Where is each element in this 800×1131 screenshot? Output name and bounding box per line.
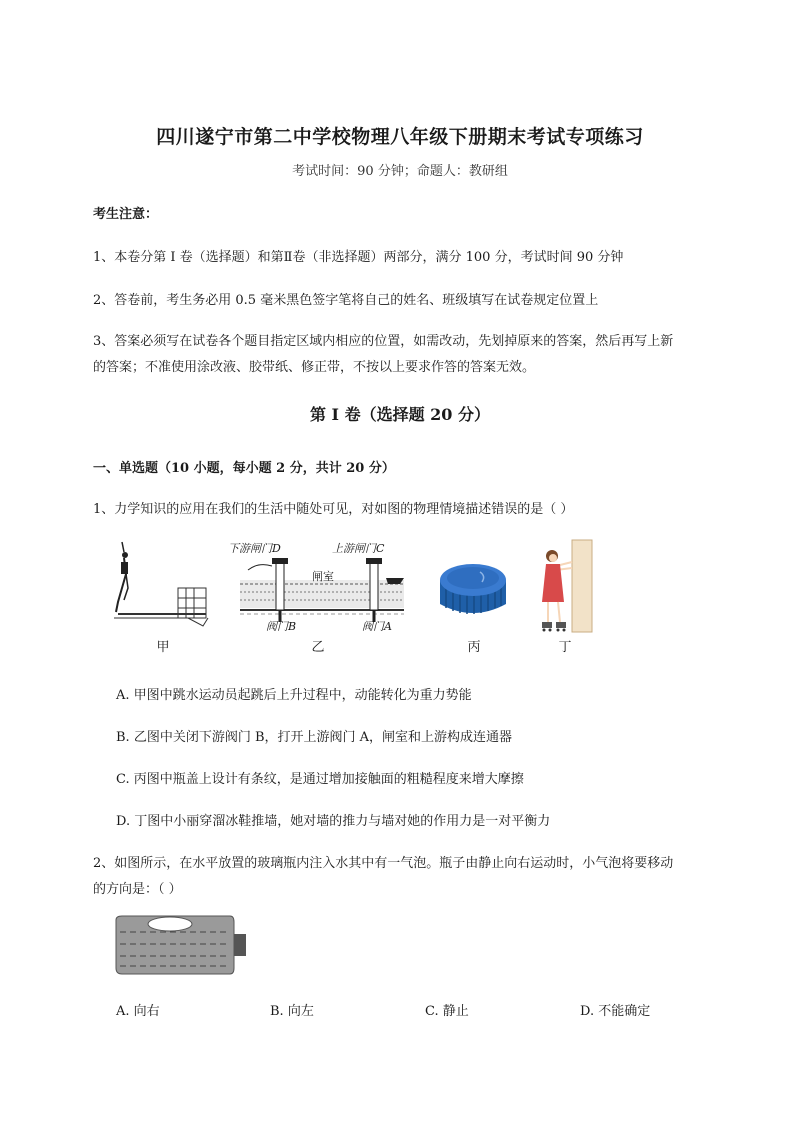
q1-option-d[interactable]: D. 丁图中小丽穿溜冰鞋推墙，她对墙的推力与墙对她的作用力是一对平衡力	[116, 814, 551, 829]
q1-option-a[interactable]: A. 甲图中跳水运动员起跳后上升过程中，动能转化为重力势能	[116, 688, 472, 703]
notice-item-3-cont: 的答案；不准使用涂改液、胶带纸、修正带，不按以上要求作答的答案无效。	[93, 360, 536, 375]
figure-label-jia: 甲	[156, 640, 170, 655]
q1-option-b[interactable]: B. 乙图中关闭下游阀门 B，打开上游阀门 A，闸室和上游构成连通器	[116, 730, 513, 745]
figure-horizontal-bottle	[114, 914, 248, 976]
question-1-stem: 1、力学知识的应用在我们的生活中随处可见，对如图的物理情境描述错误的是（ ）	[93, 502, 574, 517]
label-chamber: 闸室	[312, 570, 334, 583]
figure-label-yi: 乙	[311, 640, 325, 655]
q1-option-c[interactable]: C. 丙图中瓶盖上设计有条纹，是通过增加接触面的粗糙程度来增大摩擦	[116, 772, 524, 787]
label-upstream-gate: 上游闸门C	[332, 542, 385, 555]
notice-item-3: 3、答案必须写在试卷各个题目指定区域内相应的位置，如需改动，先划掉原来的答案，然后再写上新	[93, 334, 674, 349]
figure-label-bing: 丙	[467, 640, 481, 655]
question-2-stem: 2、如图所示，在水平放置的玻璃瓶内注入水其中有一气泡。瓶子由静止向右运动时，小气泡将要移动	[93, 856, 674, 871]
label-downstream-gate: 下游闸门D	[228, 542, 281, 555]
figure-jia	[108, 540, 218, 630]
q2-option-d[interactable]: D. 不能确定	[580, 1004, 651, 1019]
q2-option-b[interactable]: B. 向左	[270, 1004, 314, 1019]
part-heading: 一、单选题（10 小题，每小题 2 分，共计 20 分）	[93, 461, 395, 476]
figure-bing-bottle-cap	[436, 560, 510, 622]
notice-item-1: 1、本卷分第 I 卷（选择题）和第Ⅱ卷（非选择题）两部分，满分 100 分，考试时间 90 分钟	[93, 250, 624, 265]
figure-yi	[228, 540, 408, 634]
exam-info: 考试时间：90 分钟；命题人：教研组	[292, 164, 508, 179]
q2-option-c[interactable]: C. 静止	[425, 1004, 469, 1019]
section-title: 第 I 卷（选择题 20 分）	[309, 405, 491, 424]
notice-item-2: 2、答卷前，考生务必用 0.5 毫米黑色签字笔将自己的姓名、班级填写在试卷规定位置上	[93, 293, 599, 308]
figure-label-ding: 丁	[558, 640, 572, 655]
q2-option-a[interactable]: A. 向右	[116, 1004, 160, 1019]
label-valve-a: 阀门A	[362, 620, 392, 633]
question-2-stem-cont: 的方向是：（ ）	[93, 882, 182, 897]
notice-heading: 考生注意：	[93, 207, 159, 222]
page-title: 四川遂宁市第二中学校物理八年级下册期末考试专项练习	[156, 126, 644, 148]
figure-ding-girl-pushing-wall	[534, 538, 594, 634]
label-valve-b: 阀门B	[266, 620, 297, 633]
